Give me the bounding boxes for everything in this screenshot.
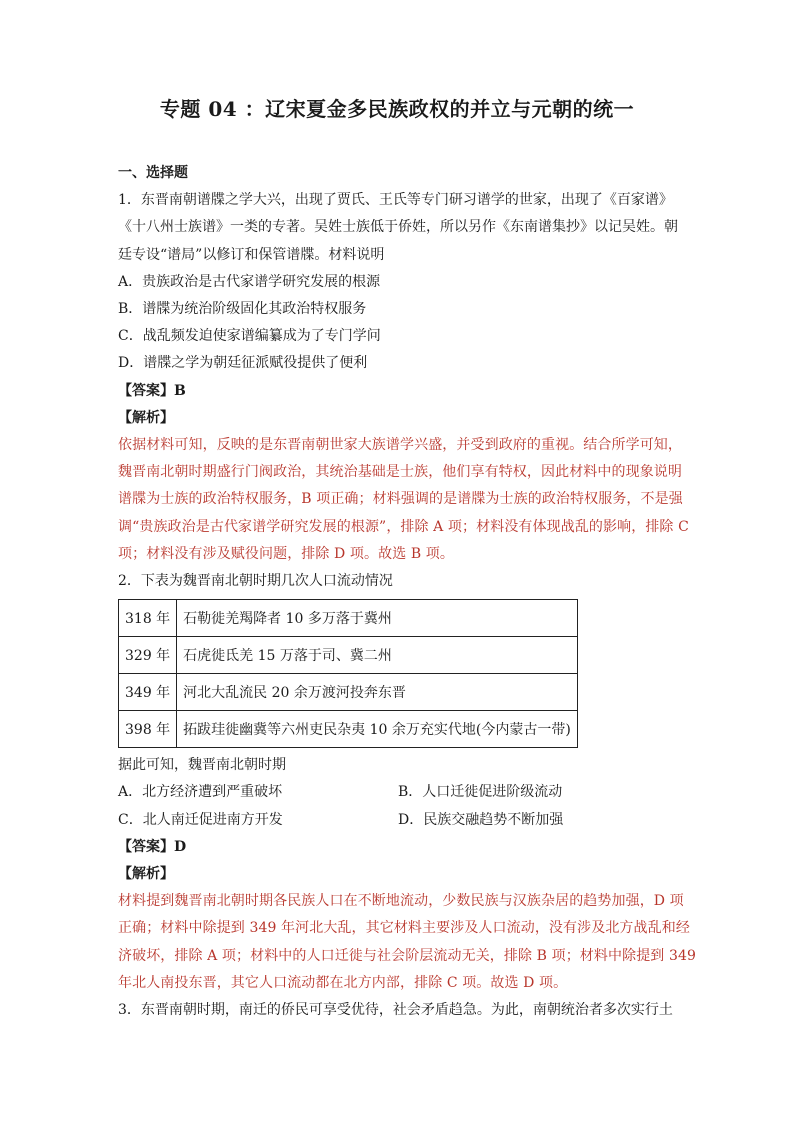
question-stem-line: 据此可知，魏晋南北朝时期 (118, 757, 286, 774)
option-d: D．民族交融趋势不断加强 (398, 811, 564, 828)
analysis-line: 年北人南投东晋，其它人口流动都在北方内部，排除 C 项。故选 D 项。 (118, 974, 568, 991)
option-d: D．谱牒之学为朝廷征派赋役提供了便利 (118, 355, 368, 372)
options-row (118, 779, 678, 806)
analysis-text (118, 432, 689, 568)
analysis-line: 谱牒为士族的政治特权服务，B 项正确；材料强调的是谱牒为士族的政治特权服务，不是强 (118, 491, 683, 508)
population-flow-table (118, 599, 578, 748)
question-stem-line: 1．东晋南朝谱牒之学大兴，出现了贾氏、王氏等专门研习谱学的世家，出现了《百家谱》 (118, 192, 673, 209)
analysis-label: 【解析】 (118, 866, 174, 883)
table-row (119, 674, 578, 711)
event-cell: 石虎徙氐羌 15 万落于司、冀二州 (177, 637, 578, 674)
section-heading: 一、选择题 (118, 165, 188, 181)
answer-label: 【答案】B (118, 382, 186, 399)
option-a: A．贵族政治是古代家谱学研究发展的根源 (118, 273, 381, 290)
event-cell: 拓跋珪徙幽冀等六州吏民杂夷 10 余万充实代地(今内蒙古一带) (177, 711, 578, 748)
analysis-label: 【解析】 (118, 409, 174, 426)
answer-label: 【答案】D (118, 838, 187, 855)
analysis-line: 材料提到魏晋南北朝时期各民族人口在不断地流动，少数民族与汉族杂居的趋势加强，D 项 (118, 893, 684, 910)
question-1 (118, 187, 689, 568)
question-stem-line: 《十八州士族谱》一类的专著。吴姓士族低于侨姓，所以另作《东南谱集抄》以记吴姓。朝 (118, 219, 678, 236)
question-stem-line: 3．东晋南朝时期，南迁的侨民可享受优待，社会矛盾趋急。为此，南朝统治者多次实行土 (118, 1002, 673, 1019)
year-cell: 318 年 (119, 600, 177, 637)
analysis-line: 调“贵族政治是古代家谱学研究发展的根源”，排除 A 项；材料没有体现战乱的影响，排除 C (118, 518, 689, 535)
question-stem-line: 2．下表为魏晋南北朝时期几次人口流动情况 (118, 573, 393, 590)
event-cell: 石勒徙羌羯降者 10 多万落于冀州 (177, 600, 578, 637)
year-cell: 398 年 (119, 711, 177, 748)
option-c: C．战乱频发迫使家谱编纂成为了专门学问 (118, 328, 381, 345)
document-body (118, 160, 696, 1024)
analysis-line: 项；材料没有涉及赋役问题，排除 D 项。故选 B 项。 (118, 545, 455, 562)
table-row (119, 711, 578, 748)
analysis-line: 正确；材料中除提到 349 年河北大乱，其它材料主要涉及人口流动，没有涉及北方战乱和经 (118, 920, 690, 937)
option-a: A．北方经济遭到严重破坏 (118, 784, 283, 801)
analysis-line: 济破坏，排除 A 项；材料中的人口迁徙与社会阶层流动无关，排除 B 项；材料中除提到 349 (118, 947, 696, 964)
event-cell: 河北大乱流民 20 余万渡河投奔东晋 (177, 674, 578, 711)
year-cell: 329 年 (119, 637, 177, 674)
question-stem-line: 廷专设“谱局”以修订和保管谱牒。材料说明 (118, 246, 385, 263)
analysis-line: 魏晋南北朝时期盛行门阀政治，其统治基础是士族，他们享有特权，因此材料中的现象说明 (118, 464, 682, 481)
option-b: B．谱牒为统治阶级固化其政治特权服务 (118, 301, 367, 318)
question-3 (118, 997, 678, 1024)
year-cell: 349 年 (119, 674, 177, 711)
option-b: B．人口迁徙促进阶级流动 (398, 784, 563, 801)
table-row (119, 637, 578, 674)
analysis-line: 依据材料可知，反映的是东晋南朝世家大族谱学兴盛，并受到政府的重视。结合所学可知， (118, 437, 682, 454)
analysis-text (118, 888, 696, 997)
question-2 (118, 568, 696, 997)
table-row (119, 600, 578, 637)
options-row (118, 807, 678, 834)
page-title: 专题 04 ：辽宋夏金多民族政权的并立与元朝的统一 (159, 97, 635, 121)
option-c: C．北人南迁促进南方开发 (118, 811, 283, 828)
